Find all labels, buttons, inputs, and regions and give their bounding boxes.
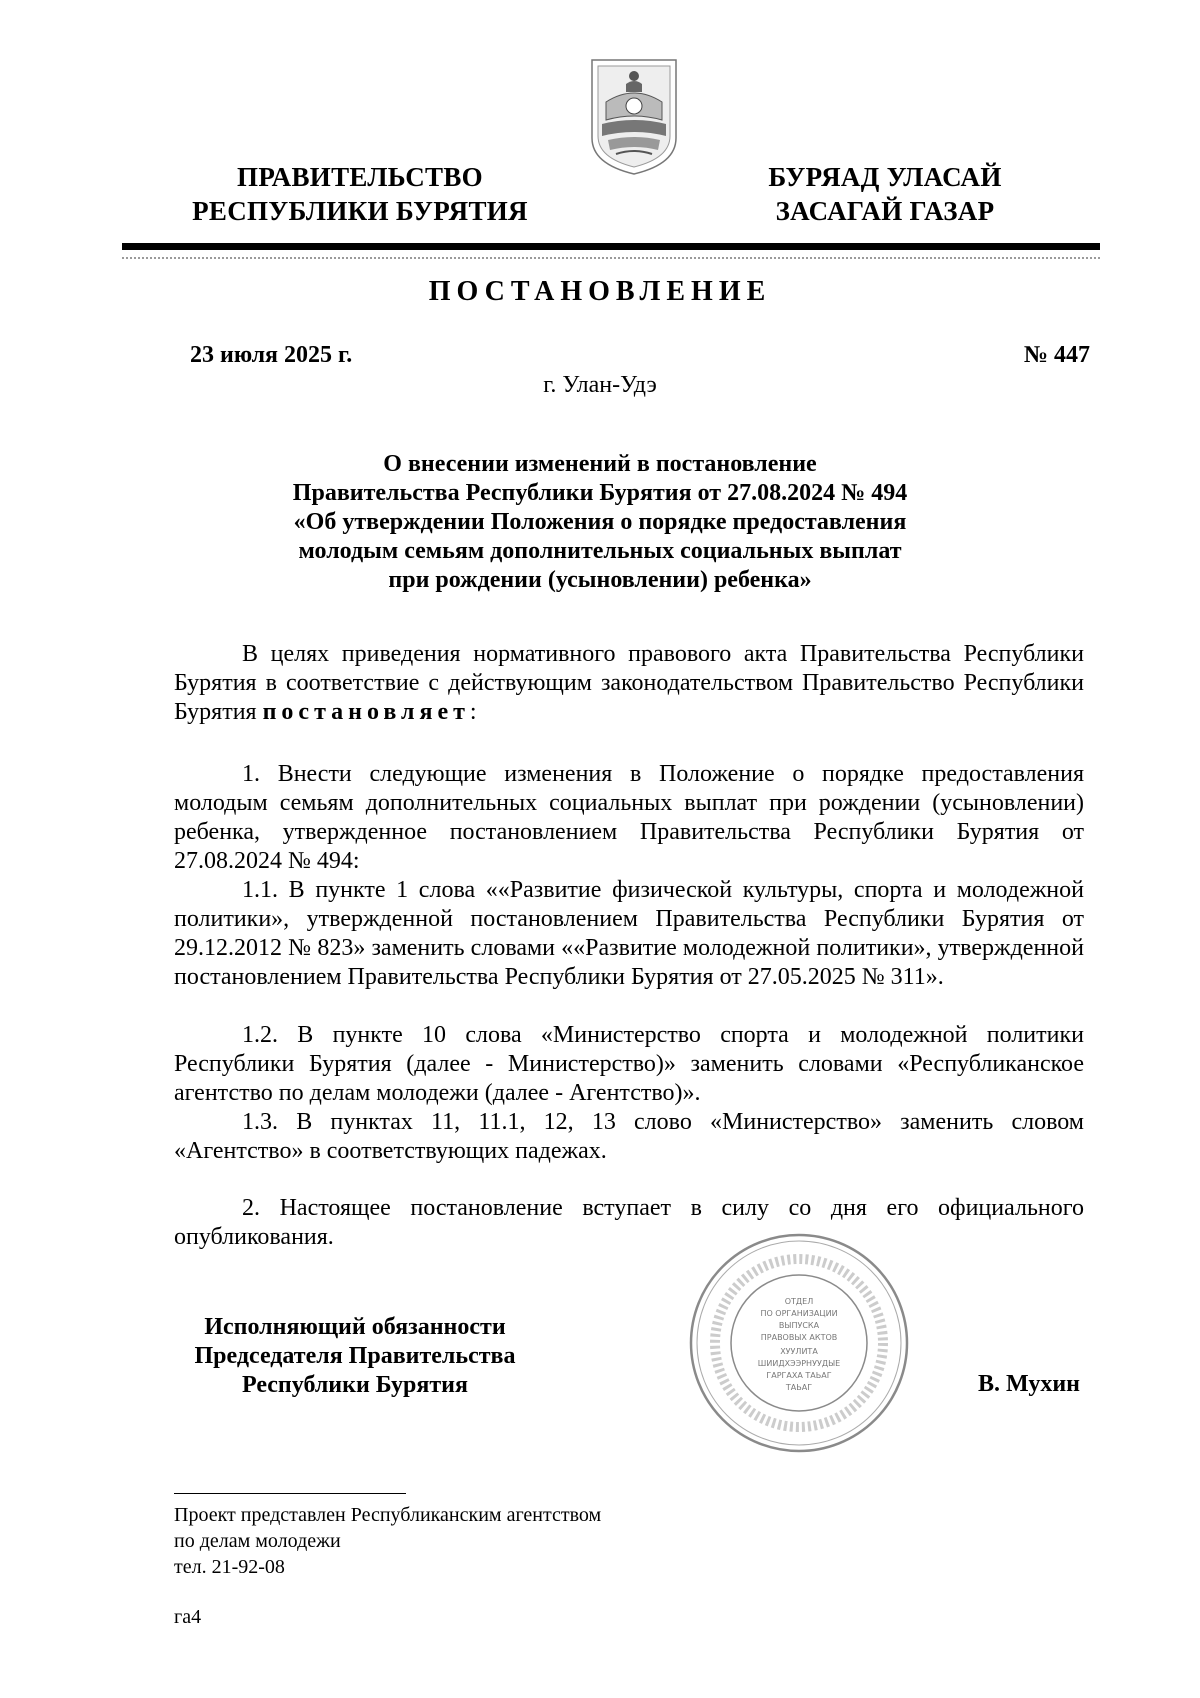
seal-line: ХУУЛИТА: [780, 1347, 818, 1356]
header-rule-thick: [122, 243, 1100, 250]
footer-note: [174, 1502, 601, 1580]
paragraph-1-text: 1. Внести следующие изменения в Положение о порядке предоставления молодым семьям дополнительных социальных выплат при рождении (усыновлении) ребенка, утвержденное постановлением Правительства Республики Бурятия от 27.08.2024 № 494:: [174, 761, 1084, 874]
document-city: г. Улан-Удэ: [543, 372, 657, 398]
paragraph-1-2-text: 1.2. В пункте 10 слова «Министерство спорта и молодежной политики Республики Бурятия (далее - Министерство)» заменить словами «Республиканское агентство по делам молодежи (далее - Агентство)».: [174, 1022, 1084, 1106]
preamble-text: В целях приведения нормативного правового акта Правительства Республики Бурятия в соответствие с действующим законодательством Правительство Республики Бурятия: [174, 641, 1084, 725]
seal-line: ПО ОРГАНИЗАЦИИ: [760, 1309, 838, 1318]
signer-title-line1: Исполняющий обязанности: [204, 1314, 506, 1340]
seal-stamp-icon: [688, 1232, 910, 1454]
header-left: [170, 160, 550, 228]
seal-line: ТАЬАГ: [785, 1383, 813, 1392]
official-seal: [688, 1232, 910, 1454]
title-line: Правительства Республики Бурятия от 27.08.2024 № 494: [292, 480, 908, 506]
seal-line: ШИИДХЭЭРНУУДЫЕ: [757, 1359, 841, 1368]
paragraph-1-1-text: 1.1. В пункте 1 слова ««Развитие физической культуры, спорта и молодежной политики», утвержденной постановлением Правительства Республики Бурятия от 29.12.2012 № 823» заменить словами ««Развитие молодежной политики», утвержденной постановлением Правительства Республики Бурятия от 27.05.2025 № 311».: [174, 877, 1084, 990]
header-left-line2: РЕСПУБЛИКИ БУРЯТИЯ: [192, 196, 528, 226]
signer-title-line3: Республики Бурятия: [241, 1372, 468, 1398]
seal-line: ГАРГАХА ТАЬАГ: [766, 1371, 832, 1380]
title-line: при рождении (усыновлении) ребенка»: [388, 567, 812, 593]
preamble-end: :: [469, 699, 477, 725]
paragraph-1-3-text: 1.3. В пунктах 11, 11.1, 12, 13 слово «Министерство» заменить словом «Агентство» в соответствующих падежах.: [174, 1109, 1084, 1164]
header-right-line2: ЗАСАГАЙ ГАЗАР: [775, 196, 995, 226]
paragraph-2: [174, 1194, 1084, 1252]
document-title: [250, 450, 950, 595]
title-line: молодым семьям дополнительных социальных выплат: [298, 538, 902, 564]
header-rule-thin: [122, 257, 1100, 259]
header-right: [740, 160, 1030, 228]
footer-rule: [174, 1493, 406, 1494]
paragraph-1-2: [174, 1021, 1084, 1108]
document-date: 23 июля 2025 г.: [190, 342, 353, 368]
document-code: га4: [174, 1606, 202, 1628]
seal-line: ВЫПУСКА: [778, 1321, 820, 1330]
document-type: ПОСТАНОВЛЕНИЕ: [428, 276, 772, 307]
paragraph-2-text: 2. Настоящее постановление вступает в силу со дня его официального опубликования.: [174, 1195, 1084, 1250]
coat-of-arms-icon: [588, 54, 680, 178]
footer-line3: тел. 21-92-08: [174, 1556, 285, 1578]
preamble-verb: постановляет: [262, 699, 470, 725]
paragraph-1-3: [174, 1108, 1084, 1166]
signer-name: В. Мухин: [978, 1371, 1080, 1397]
title-line: «Об утверждении Положения о порядке предоставления: [293, 509, 907, 535]
paragraph-1-1: [174, 876, 1084, 992]
coat-of-arms-emblem: [588, 54, 680, 178]
seal-line: ПРАВОВЫХ АКТОВ: [760, 1333, 838, 1342]
header-right-line1: БУРЯАД УЛАСАЙ: [768, 162, 1002, 192]
signer-title-line2: Председателя Правительства: [194, 1343, 516, 1369]
header-left-line1: ПРАВИТЕЛЬСТВО: [237, 162, 483, 192]
footer-line1: Проект представлен Республиканским агентством: [174, 1504, 602, 1526]
document-number: № 447: [1023, 342, 1090, 368]
footer-line2: по делам молодежи: [174, 1530, 341, 1552]
title-line: О внесении изменений в постановление: [383, 451, 817, 477]
signer-title: [170, 1313, 540, 1400]
paragraph-1: [174, 760, 1084, 876]
seal-line: ОТДЕЛ: [784, 1297, 814, 1306]
paragraph-preamble: [174, 640, 1084, 727]
